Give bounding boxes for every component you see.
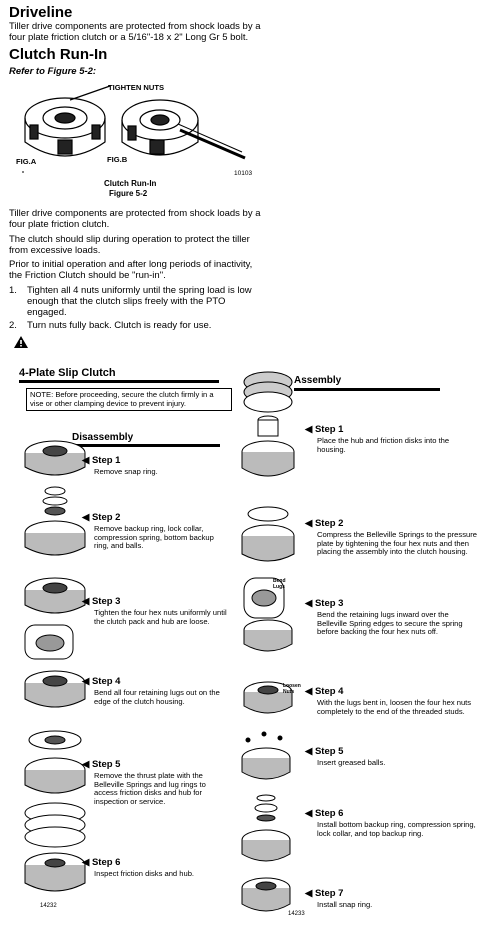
list-item-num: 2. [9, 320, 17, 331]
figure-number-caption: Figure 5-2 [109, 189, 148, 198]
step-label: Step 4 [91, 676, 121, 687]
step-arrow-icon: ◀ [82, 455, 92, 466]
step-arrow-icon: ◀ [305, 888, 315, 899]
step-label: Step 2 [91, 512, 121, 523]
step-block [305, 518, 477, 557]
step-label: Step 5 [91, 759, 121, 770]
slip-clutch-title: 4-Plate Slip Clutch [19, 367, 116, 379]
step-heading [305, 424, 477, 435]
driveline-intro: Tiller drive components are protected from shock loads by a four plate friction clutch or a 5/16"-18 x 2" Long Gr 5 bolt. [9, 21, 261, 43]
step-block [305, 746, 477, 768]
step-arrow-icon: ◀ [305, 808, 315, 819]
step-block [82, 676, 230, 706]
step-label: Step 1 [91, 455, 121, 466]
fig-number-right: 14233 [288, 911, 305, 917]
step-text: Install bottom backup ring, compression spring, lock collar, and top backup ring. [317, 820, 476, 838]
step-block [82, 512, 230, 551]
list-item-num: 1. [9, 285, 17, 296]
step-text: Tighten the four hex nuts uniformly until the clutch pack and hub are loose. [94, 608, 227, 626]
step-label: Step 3 [314, 598, 344, 609]
fig-b-label: FIG.B [107, 155, 128, 164]
step-text: Install snap ring. [317, 900, 373, 909]
warning-icon [14, 336, 28, 348]
step-arrow-icon: ◀ [305, 424, 315, 435]
step-arrow-icon: ◀ [305, 746, 315, 757]
fig-a-label: FIG.A [16, 157, 37, 166]
run-in-p2: The clutch should slip during operation to protect the tiller from excessive loads. [9, 234, 250, 256]
step-heading [305, 598, 477, 609]
step-block [305, 424, 477, 454]
step-text: Bend the retaining lugs inward over the Belleville Spring edges to secure the spring before backing the four hex nuts off. [317, 610, 463, 637]
step-label: Step 5 [314, 746, 344, 757]
step-heading [82, 857, 230, 868]
tighten-nuts-label: TIGHTEN NUTS [108, 83, 165, 92]
step-heading [305, 518, 477, 529]
step-text: Place the hub and friction disks into the housing. [317, 436, 450, 454]
run-in-title: Clutch Run-In [9, 46, 108, 63]
step-label: Step 6 [91, 857, 121, 868]
step-label: Step 7 [314, 888, 344, 899]
assembly-illustrations [240, 368, 300, 923]
step-heading [305, 746, 477, 757]
fig-number-left: 14232 [40, 903, 57, 909]
step-block [305, 888, 477, 910]
step-text: Remove the thrust plate with the Belleville Springs and lug rings to access friction disks and hub for inspection or service. [94, 771, 206, 806]
clutch-run-in-figure [10, 80, 260, 180]
step-block [305, 808, 477, 838]
disassembly-title: Disassembly [72, 432, 134, 443]
callout-loosen-nuts: Loosen Nuts [283, 683, 301, 695]
step-block [82, 857, 230, 879]
step-block [305, 686, 477, 716]
step-text: With the lugs bent in, loosen the four hex nuts completely to the end of the threaded studs. [317, 698, 472, 716]
refer-text: Refer to Figure 5-2: [9, 66, 97, 77]
step-heading [82, 455, 230, 466]
disassembly-rule [72, 444, 220, 447]
step-arrow-icon: ◀ [305, 518, 315, 529]
step-heading [82, 512, 230, 523]
note-box: NOTE: Before proceeding, secure the clutch firmly in a vise or other clamping device to prevent injury. [26, 388, 232, 411]
step-block [82, 596, 230, 626]
step-arrow-icon: ◀ [82, 759, 92, 770]
step-text: Remove backup ring, lock collar, compression spring, bottom backup ring, and balls. [94, 524, 214, 551]
step-label: Step 3 [91, 596, 121, 607]
list-item-text: Tighten all 4 nuts uniformly until the spring load is low enough that the clutch slips freely with the PTO engaged. [27, 285, 252, 318]
disassembly-illustrations [20, 425, 90, 905]
step-text: Inspect friction disks and hub. [94, 869, 195, 878]
step-arrow-icon: ◀ [305, 686, 315, 697]
step-heading [82, 596, 230, 607]
step-heading [305, 808, 477, 819]
run-in-p3: Prior to initial operation and after long periods of inactivity, the Friction Clutch should be "run-in". [9, 259, 253, 281]
step-block [82, 455, 230, 477]
step-text: Remove snap ring. [94, 467, 158, 476]
assembly-title: Assembly [294, 375, 342, 386]
driveline-title: Driveline [9, 4, 73, 21]
figure-caption: Clutch Run-In [104, 179, 157, 188]
step-label: Step 1 [314, 424, 344, 435]
callout-bend-lugs: Bend Lugs [273, 578, 286, 590]
step-label: Step 4 [314, 686, 344, 697]
list-item-text: Turn nuts fully back. Clutch is ready for use. [27, 320, 212, 331]
step-arrow-icon: ◀ [82, 512, 92, 523]
assembly-rule [294, 388, 440, 391]
step-text: Compress the Belleville Springs to the pressure plate by tightening the four hex nuts and then placing the assembly into the clutch housing. [317, 530, 477, 557]
step-label: Step 6 [314, 808, 344, 819]
step-heading [305, 686, 477, 697]
step-heading [82, 676, 230, 687]
run-in-p1: Tiller drive components are protected from shock loads by a four plate friction clutch. [9, 208, 261, 230]
step-arrow-icon: ◀ [82, 857, 92, 868]
title-rule [19, 380, 219, 383]
step-heading [82, 759, 230, 770]
step-text: Bend all four retaining lugs out on the edge of the clutch housing. [94, 688, 220, 706]
step-arrow-icon: ◀ [305, 598, 315, 609]
step-label: Step 2 [314, 518, 344, 529]
step-heading [305, 888, 477, 899]
step-block [305, 598, 477, 637]
step-arrow-icon: ◀ [82, 596, 92, 607]
step-block [82, 759, 230, 806]
fig-number: 10103 [234, 170, 253, 177]
step-arrow-icon: ◀ [82, 676, 92, 687]
step-text: Insert greased balls. [317, 758, 386, 767]
